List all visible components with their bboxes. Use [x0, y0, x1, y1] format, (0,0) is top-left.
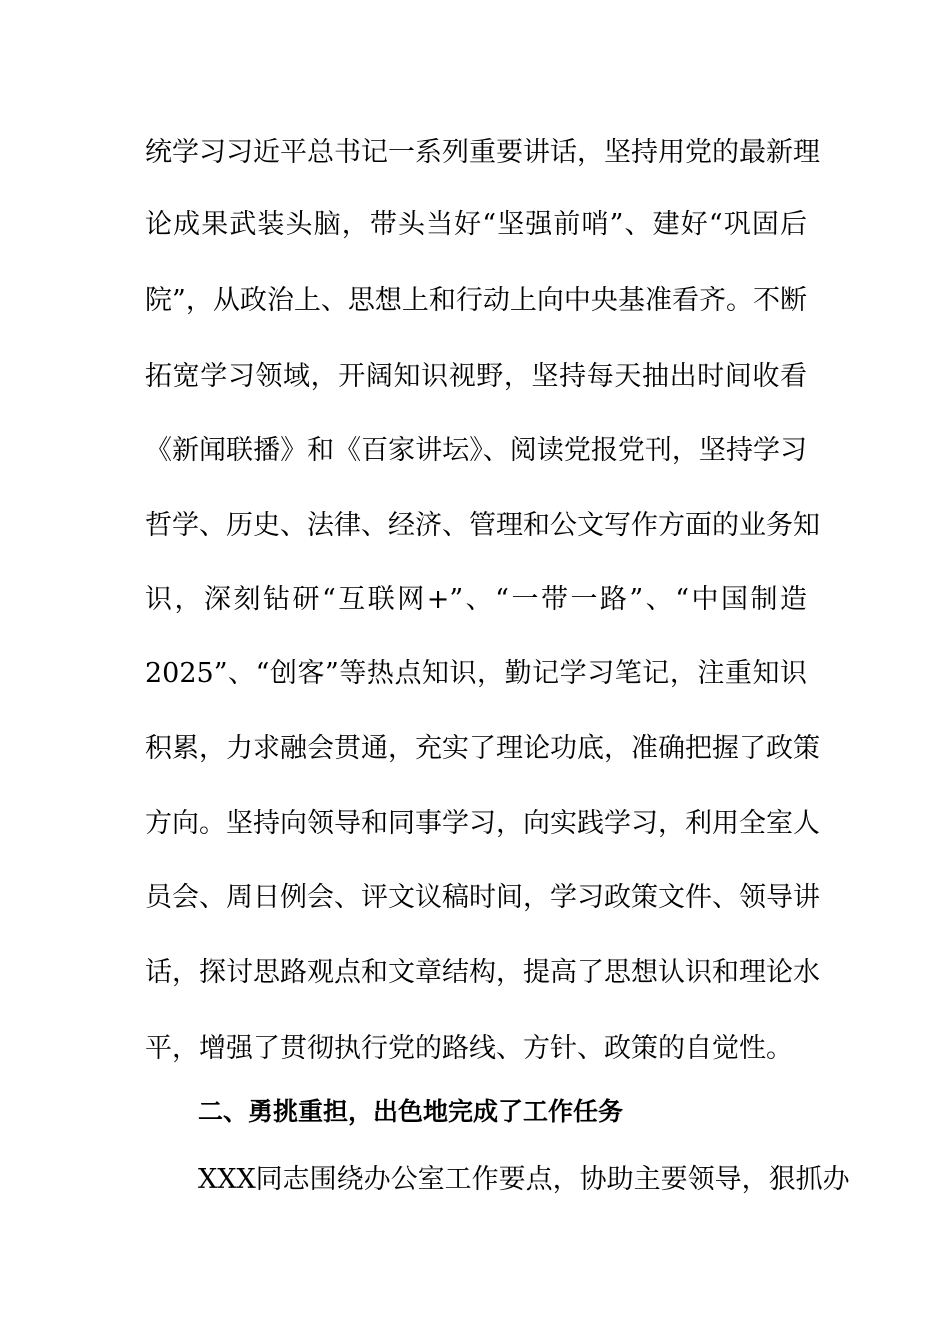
body-text-line: 方向。坚持向领导和同事学习，向实践学习，利用全室人 [145, 808, 820, 839]
body-text-line: 积累，力求融会贯通，充实了理论功底，准确把握了政策 [145, 733, 820, 764]
body-text-line: 哲学、历史、法律、经济、管理和公文写作方面的业务知 [145, 510, 820, 541]
body-text-line: 识，深刻钻研“互联网+”、“一带一路”、“中国制造 [145, 584, 807, 615]
body-text-line: 院”，从政治上、思想上和行动上向中央基准看齐。不断 [145, 285, 807, 316]
body-text-line-last: 平，增强了贯彻执行党的路线、方针、政策的自觉性。 [145, 1033, 793, 1064]
body-text-line: 2025”、“创客”等热点知识，勤记学习笔记，注重知识 [145, 658, 807, 689]
body-text-line: 员会、周日例会、评文议稿时间，学习政策文件、领导讲 [145, 882, 820, 913]
body-text-line: 论成果武装头脑，带头当好“坚强前哨”、建好“巩固后 [145, 209, 807, 240]
body-text-line: 拓宽学习领域，开阔知识视野，坚持每天抽出时间收看 [145, 361, 807, 392]
body-text-line: 话，探讨思路观点和文章结构，提高了思想认识和理论水 [145, 957, 820, 988]
paragraph-first-line: XXX同志围绕办公室工作要点，协助主要领导，狠抓办 [198, 1164, 850, 1195]
body-text-line: 统学习习近平总书记一系列重要讲话，坚持用党的最新理 [145, 137, 820, 168]
body-text-line: 《新闻联播》和《百家讲坛》、阅读党报党刊，坚持学习 [145, 435, 807, 466]
section-heading: 二、勇挑重担，出色地完成了工作任务 [198, 1097, 624, 1126]
